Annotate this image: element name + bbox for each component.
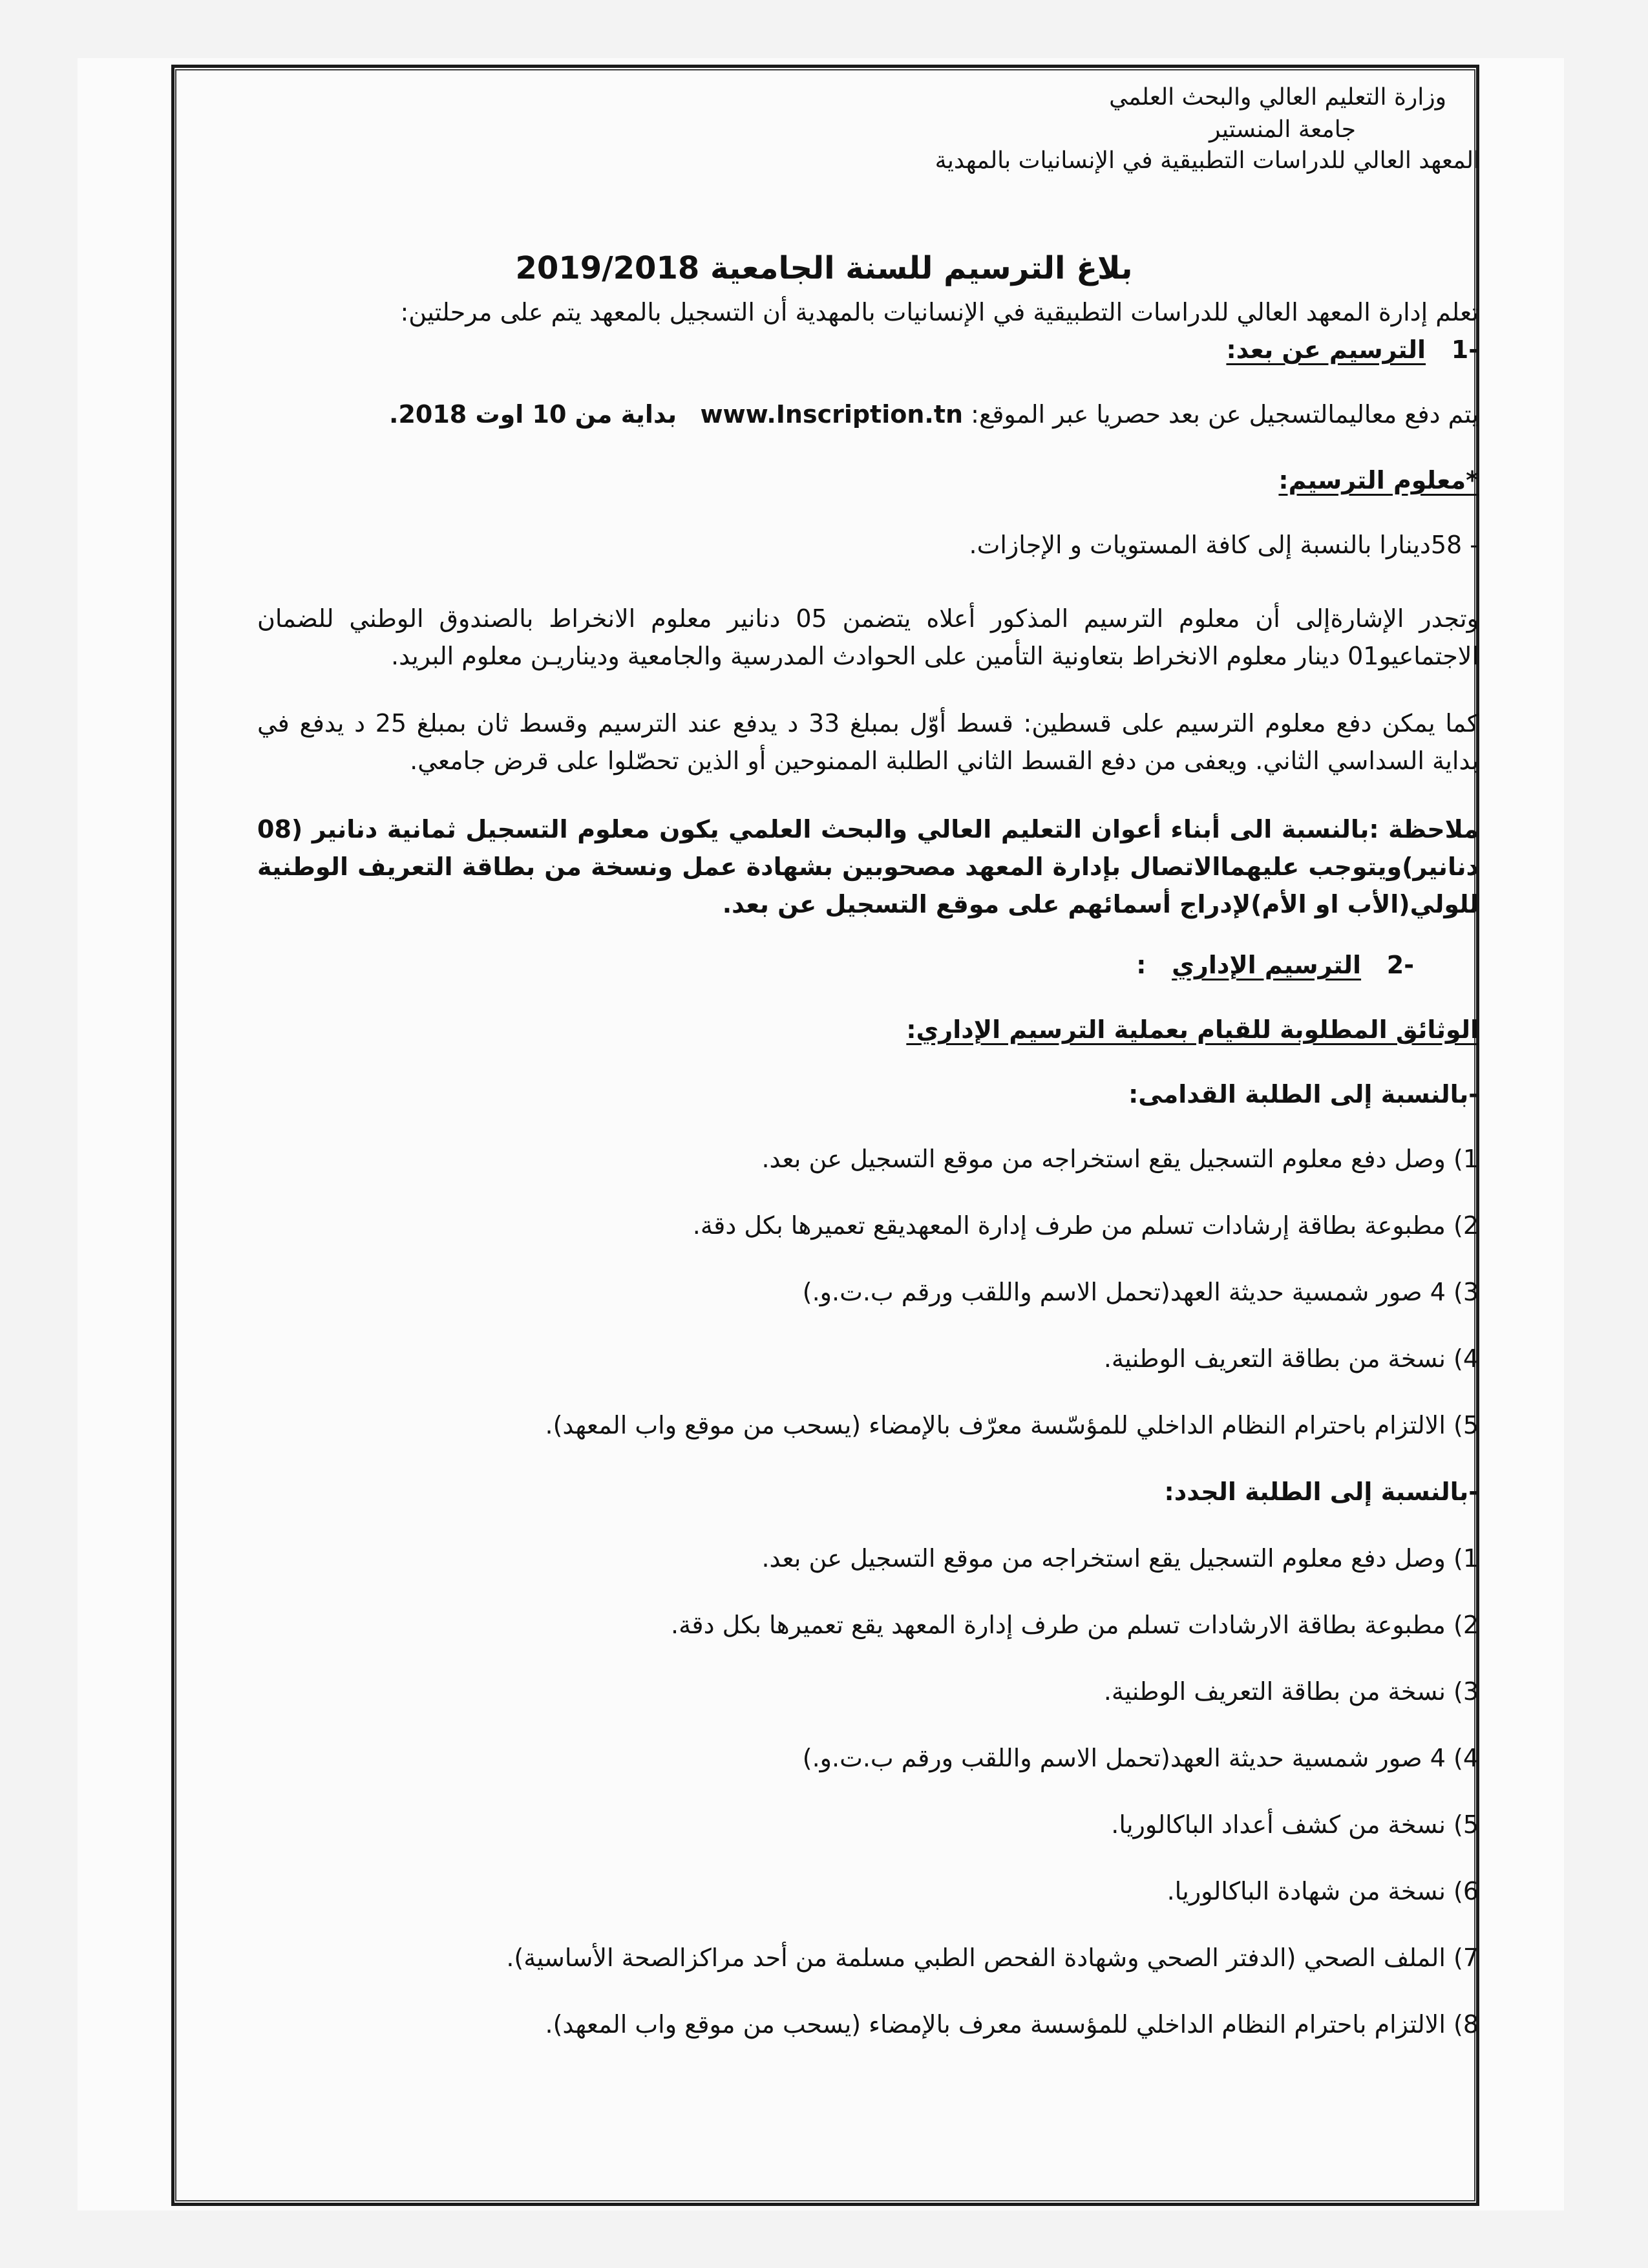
step2-colon: : <box>1136 951 1146 979</box>
fees-note-1: وتجدر الإشارةإلى أن معلوم الترسيم المذكور أعلاه يتضمن 05 دنانير معلوم الانخراط بالصندوق الوطني للضمان الاجتماعيو01 دينار معلوم الانخراط بتعاونية التأمين على الحوادث المدرسية والجامعية وديناريـن معلوم البريد. <box>257 604 1479 670</box>
website-link[interactable]: www.Inscription.tn <box>700 400 964 429</box>
header-university: جامعة المنستير <box>1209 116 1356 143</box>
documents-title: الوثائق المطلوبة للقيام بعملية الترسيم الإداري: <box>906 1015 1479 1044</box>
new-students-item: 8) الالتزام باحترام النظام الداخلي للمؤسسة معرف بالإمضاء (يسحب من موقع واب المعهد). <box>545 2010 1479 2039</box>
step1-payment-text: يتم دفع معاليمالتسجيل عن بعد حصريا عبر الموقع: <box>971 400 1479 429</box>
old-students-item: 3) 4 صور شمسية حديثة العهد(تحمل الاسم واللقب ورقم ب.ت.و.) <box>802 1278 1479 1306</box>
step2-label: الترسيم الإداري <box>1172 951 1362 979</box>
old-students-label: -بالنسبة إلى الطلبة القدامى: <box>1128 1080 1479 1108</box>
intro-text: تعلم إدارة المعهد العالي للدراسات التطبيقية في الإنسانيات بالمهدية أن التسجيل بالمعهد يتم على مرحلتين: <box>400 298 1479 326</box>
new-students-item: 2) مطبوعة بطاقة الارشادات تسلم من طرف إدارة المعهد يقع تعميرها بكل دقة. <box>670 1611 1479 1639</box>
step1-number: -1 <box>1451 335 1479 364</box>
new-students-item: 6) نسخة من شهادة الباكالوريا. <box>1167 1877 1479 1905</box>
old-students-item: 2) مطبوعة بطاقة إرشادات تسلم من طرف إدارة المعهديقع تعميرها بكل دقة. <box>692 1211 1479 1240</box>
old-students-item: 5) الالتزام باحترام النظام الداخلي للمؤسّسة معرّف بالإمضاء (يسحب من موقع واب المعهد). <box>545 1411 1479 1439</box>
step1-payment-line <box>389 399 1479 430</box>
fees-remark: ملاحظة :بالنسبة الى أبناء أعوان التعليم العالي والبحث العلمي يكون معلوم التسجيل ثمانية دنانير (08 دنانير)ويتوجب عليهماالاتصال بإدارة المعهد مصحوبين بشهادة عمل ونسخة من بطاقة التعريف الوطنية للولي(الأب او الأم)لإدراج أسمائهم على موقع التسجيل عن بعد. <box>257 815 1479 918</box>
new-students-label: -بالنسبة إلى الطلبة الجدد: <box>1164 1478 1479 1506</box>
step2-heading <box>1136 950 1414 981</box>
fees-note-2: كما يمكن دفع معلوم الترسيم على قسطين: قسط أوّل بمبلغ 33 د يدفع عند الترسيم وقسط ثان بمبلغ 25 د يدفع في بداية السداسي الثاني. ويعفى من دفع القسط الثاني الطلبة الممنوحين أو الذين تحصّلوا على قرض جامعي. <box>257 709 1479 775</box>
step1-start-date: بداية من 10 اوت 2018. <box>389 400 677 429</box>
fees-label: *معلوم الترسيم: <box>1278 466 1479 494</box>
old-students-item: 4) نسخة من بطاقة التعريف الوطنية. <box>1103 1344 1479 1373</box>
step1-label: الترسيم عن بعد: <box>1226 335 1426 364</box>
new-students-item: 7) الملف الصحي (الدفتر الصحي وشهادة الفحص الطبي مسلمة من أحد مراكزالصحة الأساسية). <box>506 1944 1479 1972</box>
new-students-item: 1) وصل دفع معلوم التسجيل يقع استخراجه من موقع التسجيل عن بعد. <box>761 1544 1479 1573</box>
document-title: بلاغ الترسيم للسنة الجامعية 2019/2018 <box>515 250 1133 286</box>
new-students-item: 4) 4 صور شمسية حديثة العهد(تحمل الاسم واللقب ورقم ب.ت.و.) <box>802 1744 1479 1772</box>
header-ministry: وزارة التعليم العالي والبحث العلمي <box>1109 84 1446 111</box>
new-students-item: 5) نسخة من كشف أعداد الباكالوريا. <box>1111 1810 1479 1839</box>
step1-heading <box>1226 335 1479 366</box>
fees-amount: - 58دينارا بالنسبة إلى كافة المستويات و الإجازات. <box>969 531 1479 559</box>
header-institute: المعهد العالي للدراسات التطبيقية في الإنسانيات بالمهدية <box>935 147 1480 174</box>
step2-number: -2 <box>1386 951 1414 979</box>
old-students-item: 1) وصل دفع معلوم التسجيل يقع استخراجه من موقع التسجيل عن بعد. <box>761 1145 1479 1173</box>
new-students-item: 3) نسخة من بطاقة التعريف الوطنية. <box>1103 1677 1479 1706</box>
